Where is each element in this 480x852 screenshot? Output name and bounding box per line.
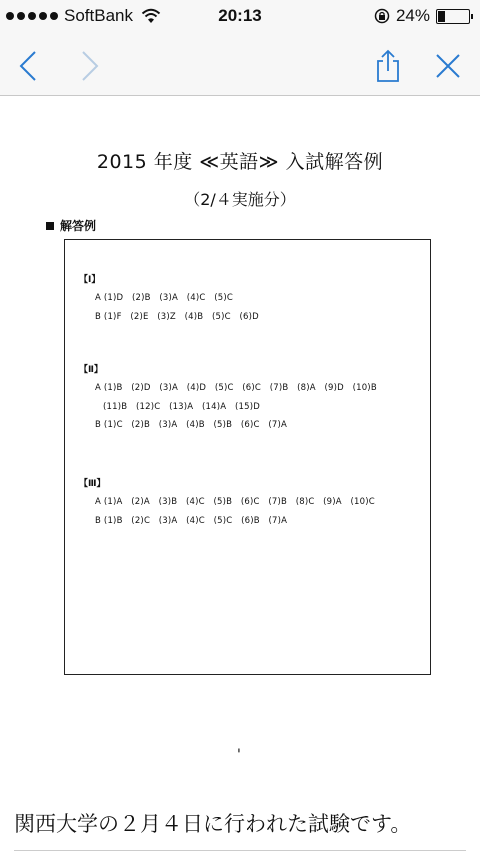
status-bar [0, 0, 480, 34]
caption-text: 関西大学の２月４日に行われた試験です。 [14, 812, 412, 836]
square-bullet-icon [46, 222, 54, 230]
section-title: 【Ⅲ】 [79, 479, 106, 489]
chevron-left-icon [13, 49, 43, 83]
battery-fill [438, 11, 445, 22]
stray-mark: ' [237, 747, 241, 763]
rotation-lock-icon [374, 8, 390, 24]
answer-row: B (1)B (2)C (3)A (4)C (5)C (6)B (7)A [95, 515, 288, 526]
document-subtitle: （2/４実施分） [184, 190, 296, 209]
section-1 [79, 276, 259, 331]
close-button[interactable] [428, 46, 468, 86]
share-icon [373, 49, 403, 83]
section-title: 【Ⅰ】 [79, 275, 101, 285]
divider [14, 850, 466, 851]
section-3 [79, 480, 375, 535]
clock: 20:13 [218, 6, 262, 25]
battery-icon [436, 9, 470, 24]
close-icon [433, 49, 463, 83]
section-title: 【Ⅱ】 [79, 365, 103, 375]
answer-row: (11)B (12)C (13)A (14)A (15)D [103, 401, 260, 412]
share-button[interactable] [368, 46, 408, 86]
answer-row: A (1)A (2)A (3)B (4)C (5)B (6)C (7)B (8)C (9)A (10)C [95, 497, 375, 507]
section-heading-label: 解答例 [60, 219, 97, 233]
answer-row: B (1)F (2)E (3)Z (4)B (5)C (6)D [95, 311, 259, 322]
answer-row: A (1)D (2)B (3)A (4)C (5)C [95, 293, 233, 303]
answer-box [64, 239, 431, 675]
section-heading [46, 217, 96, 234]
section-2 [79, 366, 377, 440]
pdf-document[interactable] [0, 97, 480, 787]
battery-percent: 24% [395, 6, 430, 25]
answer-row: A (1)B (2)D (3)A (4)D (5)C (6)C (7)B (8)A (9)D (10)B [95, 383, 377, 393]
carrier-name: SoftBank [64, 6, 133, 25]
status-right [374, 6, 470, 26]
nav-bar [0, 34, 480, 96]
document-title: 2015 年度 ≪英語≫ 入試解答例 [96, 151, 384, 173]
answer-row: B (1)C (2)B (3)A (4)B (5)B (6)C (7)A [95, 420, 288, 430]
forward-button[interactable] [70, 46, 110, 86]
back-button[interactable] [8, 46, 48, 86]
chevron-right-icon [75, 49, 105, 83]
